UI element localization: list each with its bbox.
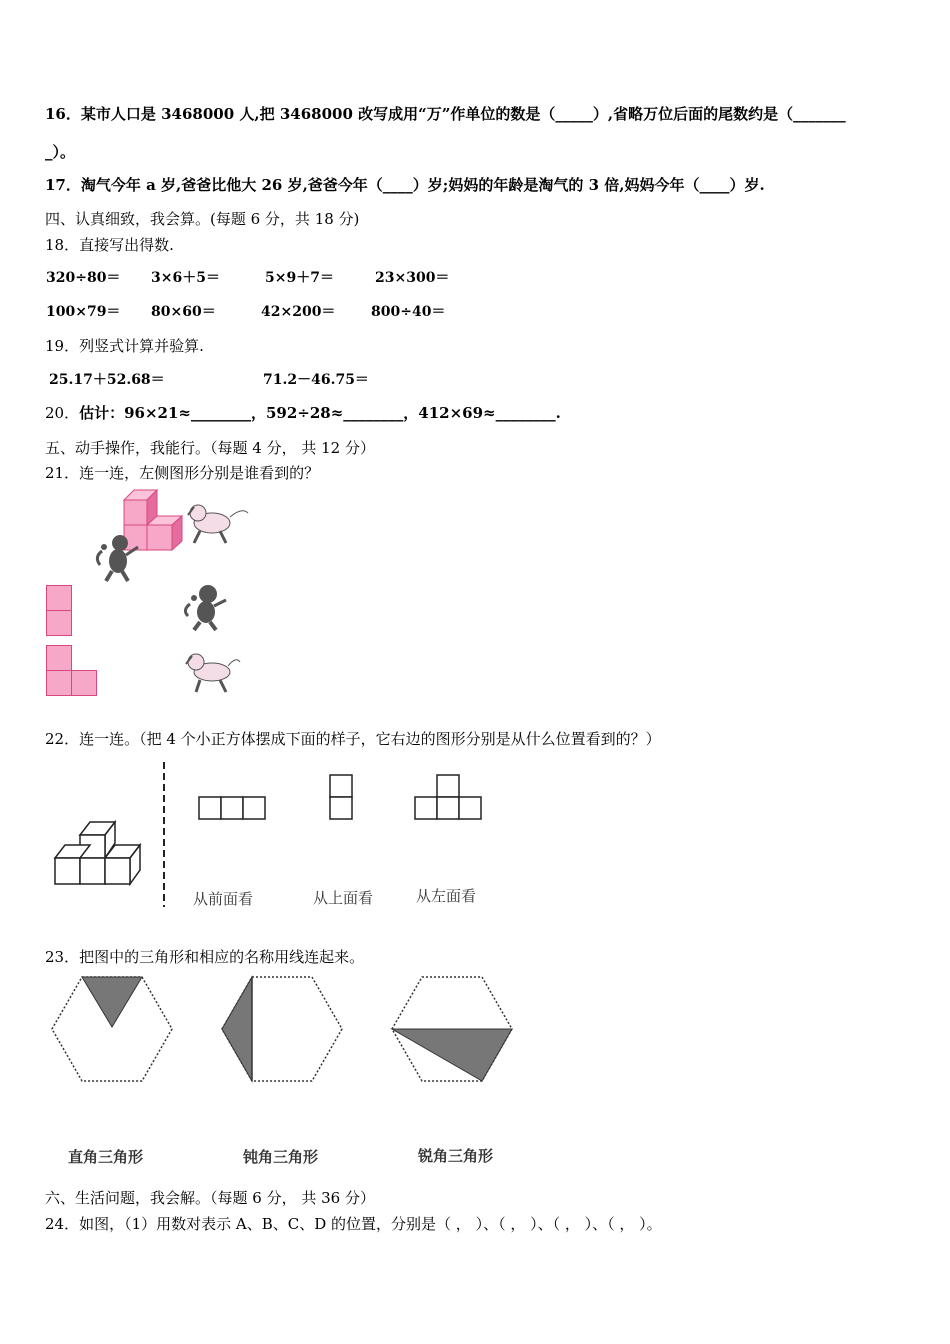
q22-view-t-shape: [414, 774, 482, 820]
q18-r1c1: 320÷80＝: [46, 270, 121, 286]
dog-icon: [188, 505, 248, 543]
q21-dog: [182, 650, 242, 695]
dog-icon: [186, 654, 240, 692]
q22-view-three-row: [198, 796, 266, 820]
section5-title: 五、动手操作，我能行。（每题 4 分， 共 12 分）: [45, 439, 375, 457]
q18-r2c4: 800÷40＝: [371, 304, 446, 320]
q19-item2: 71.2－46.75＝: [263, 372, 369, 388]
q19-title: 19．列竖式计算并验算.: [45, 337, 204, 355]
section4-title: 四、认真细致，我会算。(每题 6 分，共 18 分): [45, 210, 360, 228]
q22-view-column: [329, 774, 353, 820]
q18-r2c3: 42×200＝: [261, 304, 336, 320]
q23-label-right: 直角三角形: [68, 1148, 144, 1166]
q16-line2: _）。: [45, 143, 76, 161]
q18-r1c3: 5×9＋7＝: [265, 270, 334, 286]
cube-stack: [124, 490, 182, 550]
q16-line1: 16．某市人口是 3468000 人,把 3468000 改写成用“万”作单位的数是（_____）,省略万位后面的尾数约是（_______: [45, 105, 846, 123]
q22-divider: [161, 762, 167, 907]
q23-title: 23．把图中的三角形和相应的名称用线连起来。: [45, 948, 365, 966]
q21-view-L: [46, 645, 102, 700]
q23-hexagon-2: [220, 975, 345, 1085]
q23-hexagon-3: [390, 975, 515, 1085]
q17: 17．淘气今年 a 岁,爸爸比他大 26 岁,爸爸今年（____）岁;妈妈的年龄是淘气的 3 倍,妈妈今年（____）岁.: [45, 176, 765, 194]
q18-title: 18．直接写出得数.: [45, 236, 174, 254]
q18-r1c4: 23×300＝: [375, 270, 450, 286]
q22-caption-top: 从上面看: [313, 889, 374, 907]
q23-hexagon-1: [50, 975, 175, 1085]
monkey-icon: [185, 585, 226, 630]
q21-cube-figure: [90, 485, 260, 585]
section6-title: 六、生活问题，我会解。（每题 6 分， 共 36 分）: [45, 1189, 375, 1207]
q18-r1c2: 3×6＋5＝: [151, 270, 220, 286]
q22-title: 22．连一连。（把 4 个小正方体摆成下面的样子，它右边的图形分别是从什么位置看到的？）: [45, 730, 661, 748]
q18-r2c2: 80×60＝: [151, 304, 216, 320]
q20: 20．估计：96×21≈________，592÷28≈________，412×69≈________.: [45, 404, 561, 422]
q23-label-acute: 锐角三角形: [418, 1147, 494, 1165]
q19-item1: 25.17＋52.68＝: [49, 372, 165, 388]
q22-caption-left: 从左面看: [416, 887, 477, 905]
q21-view-vertical: [46, 585, 76, 640]
q22-cube-figure: [50, 815, 150, 895]
q21-title: 21．连一连，左侧图形分别是谁看到的？: [45, 464, 320, 482]
q18-r2c1: 100×79＝: [46, 304, 121, 320]
q24: 24．如图，（1）用数对表示 A、B、C、D 的位置，分别是（ ， ）、（ ， ）、（ ， ）、（ ， ）。: [45, 1215, 662, 1233]
q22-caption-front: 从前面看: [193, 890, 254, 908]
q21-monkey: [182, 582, 232, 632]
q23-label-obtuse: 钝角三角形: [243, 1148, 319, 1166]
